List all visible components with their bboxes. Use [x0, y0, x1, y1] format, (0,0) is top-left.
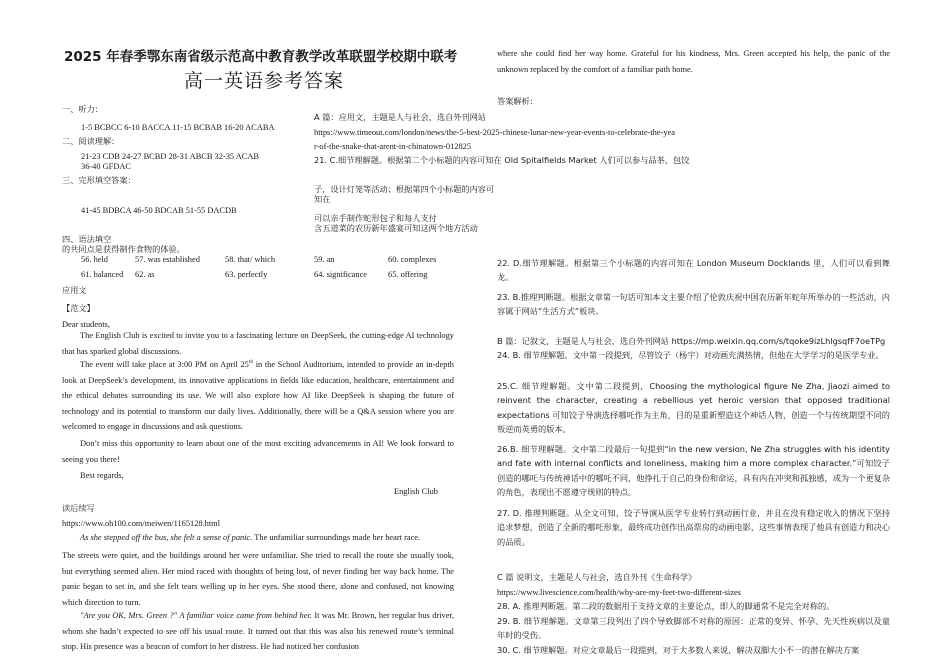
grammar-heading: 四、语法填空	[62, 234, 112, 244]
question-21-overlap-1: 子，设计灯笼等活动；根据第四个小标题的内容可	[314, 184, 495, 194]
listening-heading: 一、听力：	[62, 104, 103, 114]
answer-key-title: 高一英语参考答案	[184, 70, 345, 92]
letter-closing: Best regards,	[80, 471, 124, 480]
para2-rest: in the School Auditorium, intended to provide an in-depth look at DeepSeek’s development, its innovative applications in fields like education, healthcare, entertainment and the ethical debates surrounding its use. We will also explore how AI like DeepSeek is shaping the future of technology and its potential to transform our daily lives. Additionally, there will be a Q&A session where you are welcomed to engage in discussions and ask questions.	[62, 360, 454, 432]
passage-a-url-1: https://www.timeout.com/london/news/the-5-best-2025-chinese-lunar-new-year-events-to-celebrate-the-yea	[314, 128, 675, 137]
story-prompt-1: As she stepped off the bus, she felt a sense of panic.	[80, 533, 253, 542]
story-p3-rest: It was Mr. Brown, her regular bus driver, whom she hadn’t expected to see off his usual route. It turned out that this was also his renewed route’s terminal stop. His presence was a beacon of comfort in her distress. He had noticed her confusion	[62, 611, 454, 652]
writing-heading: 应用文	[62, 285, 87, 295]
cloze-heading: 三、完形填空答案：	[62, 175, 136, 185]
question-26: 26.B. 细节理解题。文中第二段最后一句提到“in the new version, Ne Zha struggles with his identity and fate with internal conflicts and loneliness, making him a more complex character.”可知饺子创造的哪吒与传统神话中的哪吒不同，他挣扎于自己的身份和命运，具有内在冲突和孤独感，成为一个更复杂的角色，表现出不愿遵守规则的特点。	[497, 444, 891, 498]
passage-a-url-2: r-of-the-snake-that-arent-in-chinatown-012825	[314, 142, 472, 151]
letter-signature: English Club	[394, 487, 438, 496]
reading-answers-line2: 36-40 GFDAC	[81, 162, 132, 171]
story-prompt-2: "Are you OK, Mrs. Green ?" A familiar voice came from behind her.	[80, 611, 312, 620]
question-22: 22. D.细节理解题。根据第三个小标题的内容可知在 London Museum Docklands 里，人们可以看到舞龙。	[497, 258, 890, 283]
model-essay-label: 【范文】	[62, 303, 95, 313]
question-23: 23. B.推理判断题。根据文章第一句话可知本文主要介绍了伦敦庆祝中国农历新年蛇年所举办的一些活动，内容属于网站“生活方式”板块。	[497, 292, 890, 317]
grammar-answer: 61. balanced	[81, 270, 124, 279]
continuation-source-url: https://www.oh100.com/meiwen/1165128.html	[62, 519, 221, 528]
letter-paragraph-2	[62, 357, 454, 435]
question-24: 24. B. 细节理解题。文中第一段提到，尽管饺子（杨宇）对动画充满热情，但他在大学学习的是医学专业。	[497, 350, 884, 360]
question-21-overlap-4: 含五道菜的农历新年盛宴可知这两个地方活动	[314, 223, 478, 233]
grammar-answer: 62. as	[135, 270, 155, 279]
grammar-overlap-note: 的共同点是获得制作食物的体验。	[62, 244, 185, 254]
grammar-answer: 58. that/ which	[225, 255, 276, 264]
grammar-answer: 56. held	[81, 255, 108, 264]
passage-b-intro: B 篇：记叙文，主题是人与社会，选自外刊网站 https://mp.weixin.qq.com/s/tqoke9izLhlgsqfF7oeTPg	[497, 336, 886, 346]
grammar-answer: 65. offering	[388, 270, 428, 279]
passage-c-url: https://www.livescience.com/health/why-are-my-feet-two-different-sizes	[497, 588, 741, 597]
date-suffix: th	[248, 359, 254, 366]
story-p1-rest: The unfamiliar surroundings made her heart race.	[252, 533, 421, 542]
passage-c-intro: C 篇 说明文，主题是人与社会，选自外刊《生命科学》	[497, 572, 697, 582]
story-paragraph-1	[62, 530, 454, 546]
question-27: 27. D. 推理判断题。从全文可知，饺子导演从医学专业转行到动画行业，并且在没有稳定收入的情况下坚持追求梦想，创造了全新的哪吒形象，最终成功创作出高票房的动画电影，这些事情表现了他具有创造力和决心的品质。	[497, 508, 891, 547]
question-30: 30. C. 细节理解题。对应文章最后一段提到，对于大多数人来说，解决双脚大小不一的潜在解决方案	[497, 645, 860, 655]
story-paragraph-3-continued: where she could find her way home. Grateful for his kindness, Mrs. Green accepted his help, the panic of the unknown replaced by the comfort of a familiar path home.	[497, 49, 890, 74]
letter-paragraph-1: The English Club is excited to invite you to a fascinating lecture on DeepSeek, the cutting-edge AI technology that has sparked global discussions.	[62, 331, 454, 356]
question-25: 25.C. 细节理解题。文中第二段提到，Choosing the mythological figure Ne Zha, Jiaozi aimed to reinvent the character, creating a rebellious yet heroic version that opposed traditional expectations 可知饺子导演选择哪吒作为主角，目的是重新塑造这个神话人物，创造一个与传统期望不同的叛逆而英勇的版本。	[497, 381, 890, 435]
grammar-answer: 59. an	[314, 255, 335, 264]
reading-answers-line1: 21-23 CDB 24-27 BCBD 28-31 ABCB 32-35 ACAB	[81, 152, 259, 161]
listening-answers: 1-5 BCBCC 6-10 BACCA 11-15 BCBAB 16-20 ACABA	[81, 123, 275, 132]
exam-title: 2025 年春季鄂东南省级示范高中教育教学改革联盟学校期中联考	[64, 49, 458, 65]
grammar-answer: 63. perfectly	[225, 270, 268, 279]
grammar-row-1	[0, 255, 480, 267]
grammar-answer: 64. significance	[314, 270, 368, 279]
analysis-heading: 答案解析：	[497, 96, 538, 106]
story-paragraph-2: The streets were quiet, and the buildings around her were unfamiliar. She tried to recall the route she usually took, but everything seemed alien. Her mind raced with thoughts of being lost, of never finding her way back home. The panic began to set in, and she felt tears welling up in her eyes. She stood there, alone and confused, not knowing which direction to turn.	[62, 551, 454, 607]
letter-paragraph-3: Don’t miss this opportunity to learn about one of the most exciting advancements in AI! We look forward to seeing you there!	[62, 439, 454, 464]
question-21-overlap-2: 知在	[314, 194, 331, 204]
passage-a-intro: A 篇：应用文，主题是人与社会，选自外刊网站	[314, 112, 486, 122]
question-28: 28. A. 推理判断题。第二段的数据用于支持文章的主要论点，即人的脚通常不是完全对称的。	[497, 601, 835, 611]
para2-start: The event will take place at 3:00 PM on April 25	[80, 360, 249, 369]
story-paragraph-3	[62, 608, 454, 655]
question-21: 21. C.细节理解题。根据第二个小标题的内容可知在 Old Spitalfields Market 人们可以参与品茶，包饺	[314, 155, 690, 165]
question-21-overlap-3: 可以亲手制作蛇形包子和每人支付	[314, 213, 437, 223]
grammar-answer: 57. was established	[135, 255, 200, 264]
cloze-answers: 41-45 BDBCA 46-50 BDCAB 51-55 DACDB	[81, 206, 237, 215]
grammar-answer: 60. complexes	[388, 255, 437, 264]
reading-heading: 二、阅读理解：	[62, 136, 120, 146]
continuation-heading: 读后续写	[62, 503, 95, 513]
letter-salutation: Dear students,	[62, 320, 110, 329]
question-29: 29. B. 细节理解题。文章第三段列出了四个导致脚部不对称的原因：正常的变异、怀孕、先天性疾病以及童年时的受伤。	[497, 616, 890, 641]
grammar-row-2	[0, 270, 480, 282]
